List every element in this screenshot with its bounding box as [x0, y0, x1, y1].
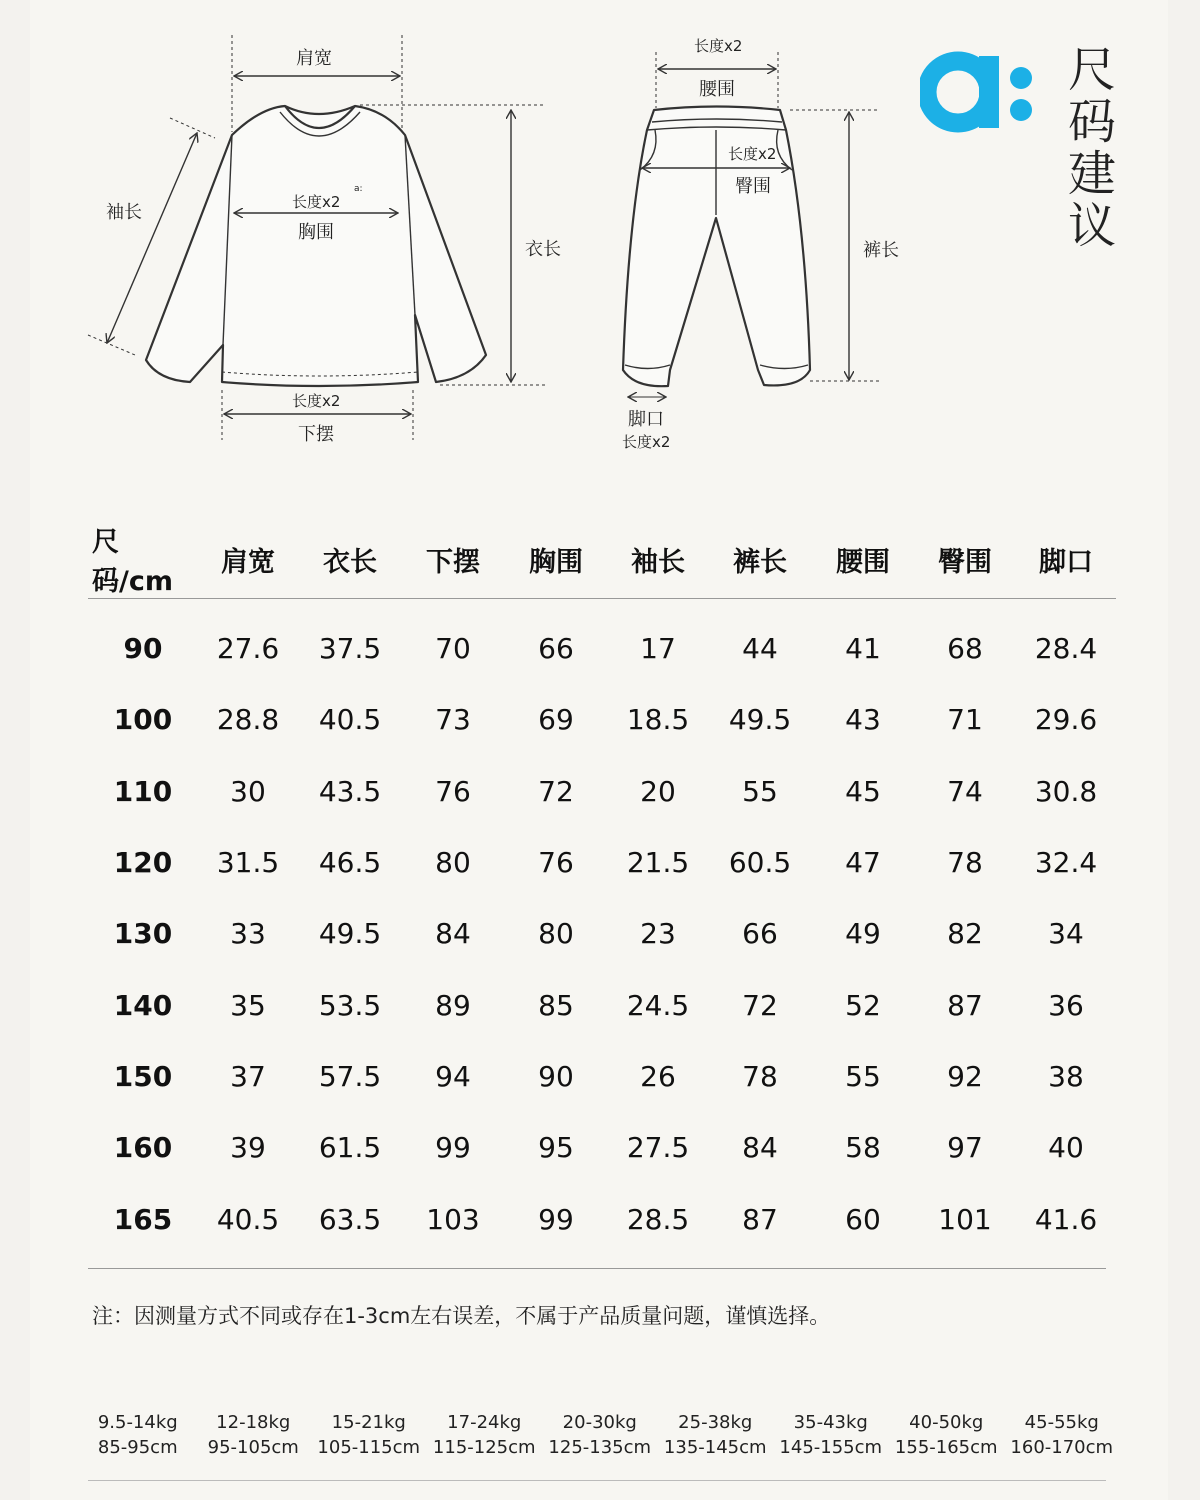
table-row	[88, 898, 1116, 969]
measurement-cell: 103	[426, 1202, 480, 1236]
measurement-cell: 78	[742, 1059, 778, 1093]
measurement-cell: 84	[742, 1131, 778, 1165]
header-hip: 臀围	[914, 520, 1016, 599]
table-row	[88, 1183, 1116, 1254]
table-row	[88, 599, 1116, 685]
reference-item	[196, 1410, 312, 1460]
size-table	[88, 520, 1106, 1255]
header-body-length: 衣长	[298, 520, 402, 599]
measurement-cell: 99	[435, 1131, 471, 1165]
reference-height: 135-145cm	[663, 1437, 767, 1458]
reference-item	[80, 1410, 196, 1460]
table-header-row	[88, 520, 1116, 599]
reference-weight: 17-24kg	[447, 1412, 522, 1433]
reference-item	[427, 1410, 543, 1460]
measurement-cell: 80	[435, 846, 471, 880]
pants-length-label: 裤长	[863, 240, 899, 261]
hip-note: 长度x2	[728, 145, 777, 163]
hem-label: 下摆	[298, 424, 334, 445]
reference-item	[1004, 1410, 1120, 1460]
measurement-cell: 23	[640, 917, 676, 951]
measurement-cell: 84	[435, 917, 471, 951]
measurement-cell: 44	[742, 632, 778, 666]
table-row	[88, 827, 1116, 898]
measurement-cell: 43	[845, 703, 881, 737]
header-sleeve: 袖长	[608, 520, 708, 599]
measurement-cell: 40	[1048, 1131, 1084, 1165]
measurement-cell: 80	[538, 917, 574, 951]
chest-note: 长度x2	[292, 193, 341, 211]
measurement-cell: 74	[947, 774, 983, 808]
measurement-cell: 49	[845, 917, 881, 951]
reference-height: 85-95cm	[97, 1437, 178, 1458]
size-cell: 165	[113, 1202, 173, 1236]
measurement-cell: 35	[230, 988, 266, 1022]
reference-weight: 9.5-14kg	[97, 1412, 178, 1433]
measurement-cell: 76	[538, 846, 574, 880]
size-cell: 110	[113, 774, 173, 808]
measurement-cell: 46.5	[318, 846, 382, 880]
size-table-grid	[88, 520, 1116, 1255]
measurement-cell: 27.5	[626, 1131, 690, 1165]
reference-height: 160-170cm	[1010, 1437, 1114, 1458]
measurement-cell: 70	[435, 632, 471, 666]
measurement-cell: 34	[1048, 917, 1084, 951]
table-row	[88, 1112, 1116, 1183]
reference-height: 105-115cm	[317, 1437, 421, 1458]
measurement-cell: 41.6	[1034, 1202, 1098, 1236]
measurement-cell: 30	[230, 774, 266, 808]
measurement-cell: 72	[742, 988, 778, 1022]
reference-weight: 20-30kg	[562, 1412, 637, 1433]
measurement-cell: 57.5	[318, 1059, 382, 1093]
header-cuff: 脚口	[1016, 520, 1116, 599]
measurement-note: 注：因测量方式不同或存在1-3cm左右误差，不属于产品质量问题，谨慎选择。	[92, 1304, 831, 1328]
measurement-cell: 28.5	[626, 1202, 690, 1236]
table-bottom-rule	[88, 1268, 1106, 1269]
size-cell: 150	[113, 1059, 173, 1093]
measurement-cell: 61.5	[318, 1131, 382, 1165]
measurement-cell: 76	[435, 774, 471, 808]
reference-height: 95-105cm	[207, 1437, 299, 1458]
measurement-cell: 89	[435, 988, 471, 1022]
measurement-cell: 36	[1048, 988, 1084, 1022]
measurement-cell: 26	[640, 1059, 676, 1093]
reference-height: 155-165cm	[894, 1437, 998, 1458]
measurement-cell: 72	[538, 774, 574, 808]
measurement-cell: 21.5	[626, 846, 690, 880]
measurement-cell: 78	[947, 846, 983, 880]
measurement-cell: 60.5	[728, 846, 792, 880]
header-chest: 胸围	[504, 520, 608, 599]
measurement-cell: 33	[230, 917, 266, 951]
measurement-cell: 40.5	[216, 1202, 280, 1236]
measurement-cell: 66	[538, 632, 574, 666]
shoulder-label: 肩宽	[296, 48, 332, 69]
reference-height: 145-155cm	[779, 1437, 883, 1458]
pants-drawing	[623, 107, 810, 387]
measurement-cell: 32.4	[1034, 846, 1098, 880]
measurement-cell: 49.5	[728, 703, 792, 737]
waist-note: 长度x2	[694, 37, 743, 55]
title-char: 尺	[1067, 42, 1116, 98]
measurement-cell: 24.5	[626, 988, 690, 1022]
measurement-cell: 55	[742, 774, 778, 808]
reference-weight: 35-43kg	[793, 1412, 868, 1433]
table-row	[88, 969, 1116, 1040]
measurement-cell: 60	[845, 1202, 881, 1236]
measurement-cell: 87	[742, 1202, 778, 1236]
size-cell: 130	[113, 917, 173, 951]
measurement-cell: 18.5	[626, 703, 690, 737]
measurement-cell: 49.5	[318, 917, 382, 951]
measurement-cell: 41	[845, 632, 881, 666]
header-pants-length: 裤长	[708, 520, 812, 599]
reference-weight: 25-38kg	[678, 1412, 753, 1433]
measurement-cell: 58	[845, 1131, 881, 1165]
measurement-cell: 31.5	[216, 846, 280, 880]
measurement-cell: 92	[947, 1059, 983, 1093]
reference-weight: 12-18kg	[216, 1412, 291, 1433]
measurement-cell: 87	[947, 988, 983, 1022]
title-char: 建	[1067, 146, 1116, 202]
reference-height: 115-125cm	[432, 1437, 536, 1458]
reference-item	[773, 1410, 889, 1460]
size-cell: 160	[113, 1131, 173, 1165]
measurement-cell: 30.8	[1034, 774, 1098, 808]
measurement-cell: 71	[947, 703, 983, 737]
size-cell: 140	[113, 988, 173, 1022]
header-hem: 下摆	[402, 520, 504, 599]
svg-text:a:: a:	[354, 184, 363, 194]
body-length-label: 衣长	[525, 239, 561, 260]
reference-bottom-rule	[88, 1480, 1106, 1481]
hip-label: 臀围	[735, 176, 771, 197]
measurement-cell: 38	[1048, 1059, 1084, 1093]
measurement-cell: 37	[230, 1059, 266, 1093]
cuff-label: 脚口	[628, 409, 664, 430]
measurement-cell: 53.5	[318, 988, 382, 1022]
measurement-cell: 55	[845, 1059, 881, 1093]
reference-item	[311, 1410, 427, 1460]
table-row	[88, 756, 1116, 827]
table-row	[88, 1041, 1116, 1112]
measurement-cell: 47	[845, 846, 881, 880]
measurement-cell: 66	[742, 917, 778, 951]
sleeve-label: 袖长	[106, 202, 142, 223]
measurement-cell: 17	[640, 632, 676, 666]
reference-weight: 45-55kg	[1024, 1412, 1099, 1433]
reference-weight: 15-21kg	[331, 1412, 406, 1433]
measurement-cell: 97	[947, 1131, 983, 1165]
cuff-note: 长度x2	[622, 433, 671, 451]
measurement-cell: 90	[538, 1059, 574, 1093]
measurement-cell: 73	[435, 703, 471, 737]
brand-logo	[920, 50, 1040, 140]
brand-logo-icon	[920, 50, 1040, 140]
measurement-cell: 68	[947, 632, 983, 666]
measurement-cell: 95	[538, 1131, 574, 1165]
measurement-cell: 99	[538, 1202, 574, 1236]
table-row	[88, 684, 1116, 755]
measurement-cell: 69	[538, 703, 574, 737]
measurement-cell: 39	[230, 1131, 266, 1165]
measurement-cell: 52	[845, 988, 881, 1022]
measurement-cell: 94	[435, 1059, 471, 1093]
measurement-cell: 20	[640, 774, 676, 808]
reference-item	[889, 1410, 1005, 1460]
measurement-cell: 85	[538, 988, 574, 1022]
size-cell: 90	[123, 632, 163, 666]
size-cell: 100	[113, 703, 173, 737]
size-suggestion-title	[1062, 44, 1122, 252]
header-shoulder: 肩宽	[198, 520, 298, 599]
header-waist: 腰围	[812, 520, 914, 599]
reference-item	[658, 1410, 774, 1460]
measurement-cell: 28.8	[216, 703, 280, 737]
title-char: 议	[1067, 198, 1116, 254]
measurement-cell: 43.5	[318, 774, 382, 808]
measurement-cell: 82	[947, 917, 983, 951]
title-char: 码	[1067, 94, 1116, 150]
measurement-cell: 29.6	[1034, 703, 1098, 737]
measurement-cell: 37.5	[318, 632, 382, 666]
reference-weight: 40-50kg	[909, 1412, 984, 1433]
measurement-cell: 27.6	[216, 632, 280, 666]
reference-item	[542, 1410, 658, 1460]
measurement-cell: 63.5	[318, 1202, 382, 1236]
size-cell: 120	[113, 846, 173, 880]
measurement-cell: 101	[938, 1202, 992, 1236]
sweatshirt-drawing	[146, 106, 486, 386]
hem-note: 长度x2	[292, 392, 341, 410]
measurement-cell: 45	[845, 774, 881, 808]
chest-label: 胸围	[298, 222, 334, 243]
measurement-cell: 28.4	[1034, 632, 1098, 666]
reference-height: 125-135cm	[548, 1437, 652, 1458]
header-size: 尺码/cm	[88, 520, 198, 599]
reference-list	[80, 1410, 1120, 1460]
waist-label: 腰围	[699, 79, 735, 100]
measurement-cell: 40.5	[318, 703, 382, 737]
